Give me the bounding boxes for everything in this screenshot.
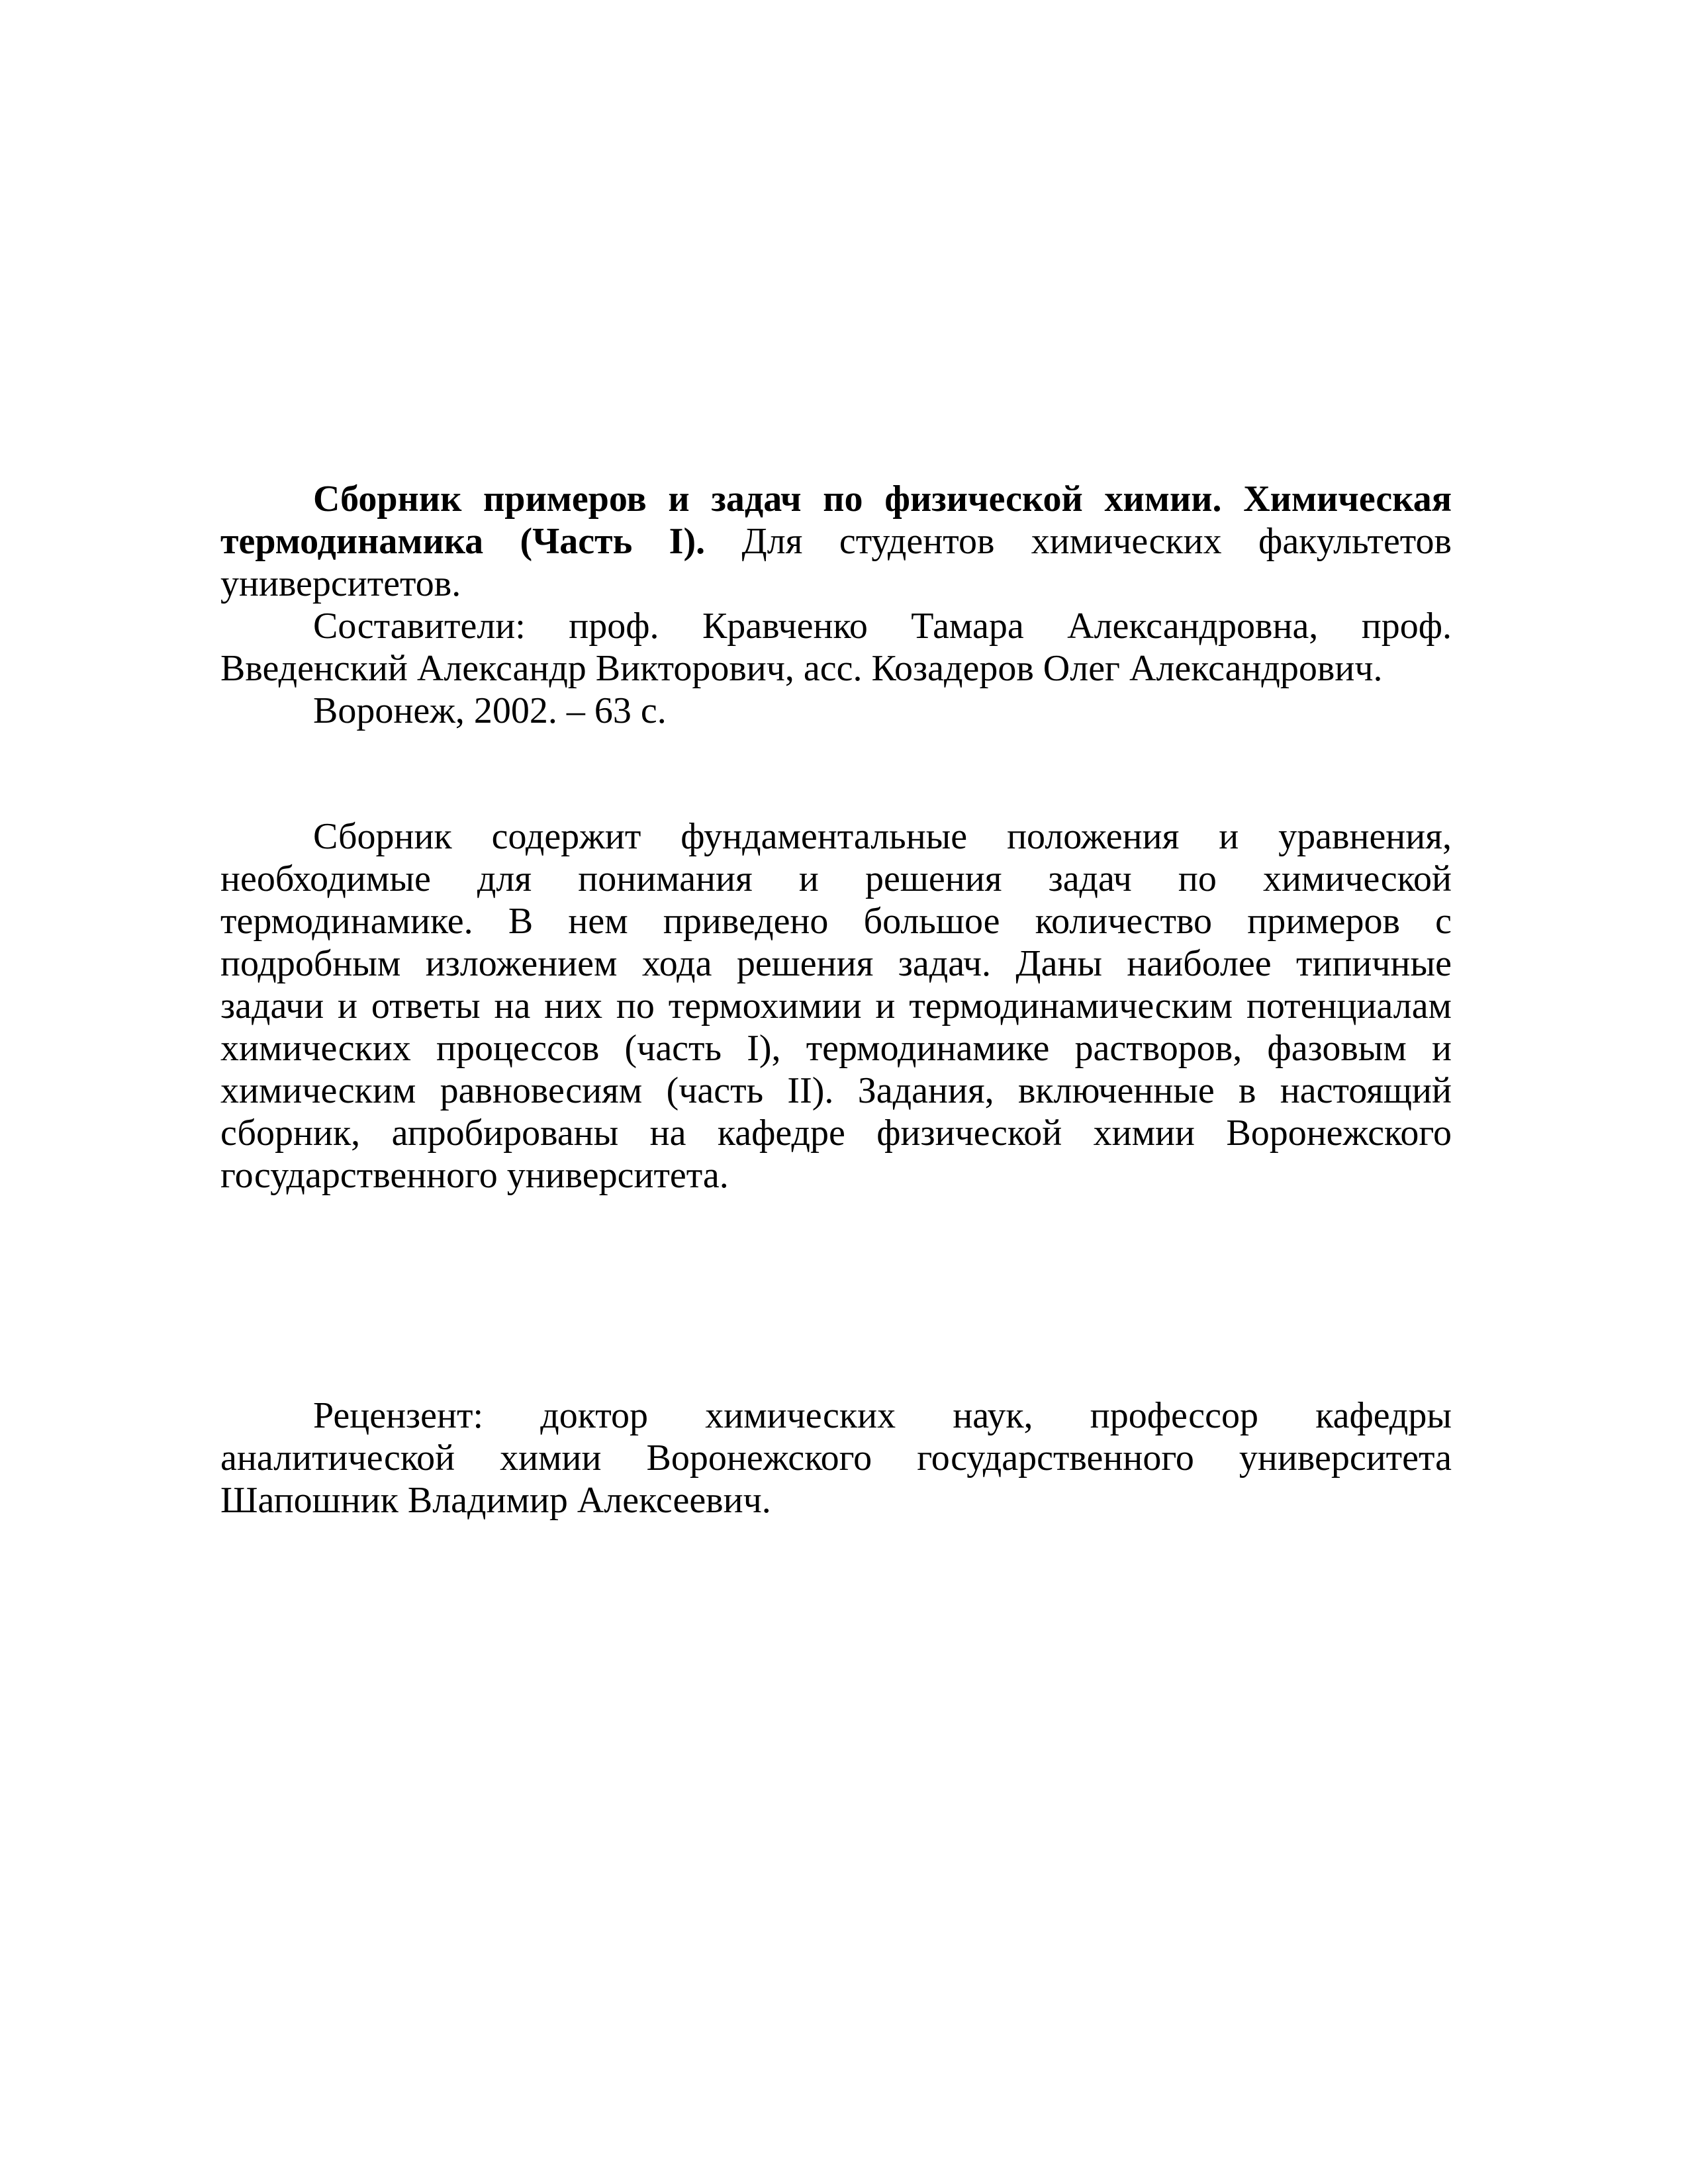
bibliographic-entry <box>220 478 1452 732</box>
book-title-paragraph <box>220 478 1452 605</box>
imprint-line: Воронеж, 2002. – 63 с. <box>313 690 667 731</box>
reviewer-section <box>220 1394 1452 1522</box>
compilers-line: Составители: проф. Кравченко Тамара Александровна, проф. Введенский Александр Викторович, асс. Козадеров Олег Александрович. <box>220 606 1452 689</box>
annotation-text: Сборник содержит фундаментальные положения и уравнения, необходимые для понимания и решения задач по химической термодинамике. В нем приведено большое количество примеров с подробным изложением хода решения задач. Даны наиболее типичные задачи и ответы на них по термохимии и термодинамическим потенциалам химических процессов (часть I), термодинамике растворов, фазовым и химическим равновесиям (часть II). Задания, включенные в настоящий сборник, апробированы на кафедре физической химии Воронежского государственного университета. <box>220 816 1452 1196</box>
reviewer-text: Рецензент: доктор химических наук, профессор кафедры аналитической химии Воронежского государственного университета Шапошник Владимир Алексеевич. <box>220 1395 1452 1521</box>
book-title: Сборник примеров и задач по физической химии. Химическая термодинамика (Часть I). <box>220 478 1452 562</box>
annotation <box>220 815 1452 1197</box>
book-audience: Для студентов химических факультетов университетов. <box>220 521 1452 604</box>
